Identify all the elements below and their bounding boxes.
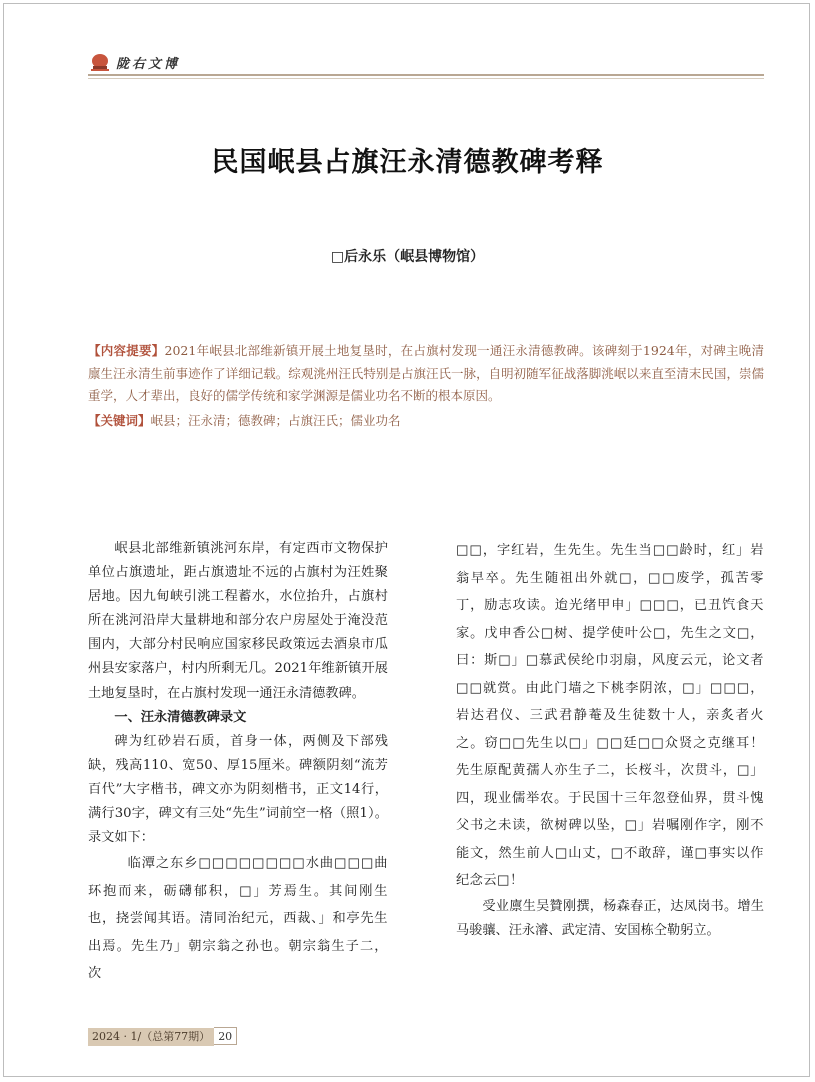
page-footer <box>88 1025 237 1043</box>
section-heading: 一、汪永清德教碑录文 <box>114 709 247 725</box>
keywords-paragraph <box>88 410 764 433</box>
issue-label: 2024 · 1/（总第77期） <box>88 1028 214 1046</box>
abstract-paragraph <box>88 340 764 408</box>
stele-description: 碑为红砂岩石质，首身一体，两侧及下部残缺，残高110、宽50、厚15厘米。碑额阴刻“流芳百代”大字楷书，碑文亦为阴刻楷书，正文14行，满行30字，碑文有三处“先生”词前空一格（照1）。录文如下： <box>88 733 388 846</box>
body-column-right <box>456 537 764 943</box>
inscription-text-right: □□，字红岩，生先生。先生当□□龄时，红」岩翁早卒。先生随祖出外就□，□□废学，孤苦零丁，励志攻读。迨光绪甲申」□□□，已丑饩食天家。戊申香公□树、提学使叶公□，先生之文□，曰：斯□」□慕武侯纶巾羽扇，风度云元，论文者□□就赏。由此门墙之下桃李阴浓，□」□□□，岩达君仪、三武君静菴及生徒数十人，亲炙者火之。窃□□先生以□」□□廷□□众贤之克继耳！先生原配黄孺人亦生子二，长桜斗，次贯斗，□」四，现业儒举农。于民国十三年忽登仙界，贯斗愧父书之未读，欲树碑以坠，□」岩嘱刚作字，刚不能文，然生前人□山丈，□不敢辞，谨□事实以作纪念云□！ <box>456 543 764 888</box>
body-column-left <box>88 537 388 988</box>
keywords-text: 岷县；汪永清；德教碑；占旗汪氏；儒业功名 <box>150 412 401 428</box>
header-rule <box>88 74 764 76</box>
article-title: 民国岷县占旗汪永清德教碑考释 <box>211 147 604 178</box>
intro-paragraph: 岷县北部维新镇洮河东岸，有定西市文物保护单位占旗遗址，距占旗遗址不远的占旗村为汪姓聚居地。因九甸峡引洮工程蓄水，水位抬升，占旗村所在洮河沿岸大量耕地和部分农户房屋处于淹没范围内，大部分村民响应国家移民政策远去酒泉市瓜州县安家落户，村内所剩无几。2021年维新镇开展土地复垦时，在占旗村发现一通汪永清德教碑。 <box>88 541 388 701</box>
abstract-block <box>88 340 764 432</box>
abstract-text: 2021年岷县北部维新镇开展土地复垦时，在占旗村发现一通汪永清德教碑。该碑刻于1924年，对碑主晚清廪生汪永清生前事迹作了详细记载。综观洮州汪氏特别是占旗汪氏一脉，自明初随军征战落脚洮岷以来直至清末民国，崇儒重学，人才辈出，良好的儒学传统和家学渊源是儒业功名不断的根本原因。 <box>88 343 764 403</box>
header-rule-thin <box>88 78 764 79</box>
closing-paragraph: 受业廪生吴贊刚撰，杨森春正，达凤岗书。增生马骏骧、汪永濬、武定清、安国栋仝勒躬立。 <box>456 898 764 938</box>
article-author: □后永乐（岷县博物馆） <box>330 249 485 265</box>
keywords-label: 【关键词】 <box>88 412 151 428</box>
abstract-label: 【内容提要】 <box>88 343 165 358</box>
journal-name: 陇右文博 <box>116 57 181 72</box>
inscription-text-left: 临潭之东乡□□□□□□□□水曲□□□曲环抱而来，砺礴郁积，□」芳焉生。其间刚生也，挠尝闻其语。清同治纪元，西裁、」和亭先生出焉。先生乃」朝宗翁之孙也。朝宗翁生子二，次 <box>88 856 388 982</box>
page-number: 20 <box>214 1027 237 1045</box>
journal-logo-icon <box>88 52 112 72</box>
